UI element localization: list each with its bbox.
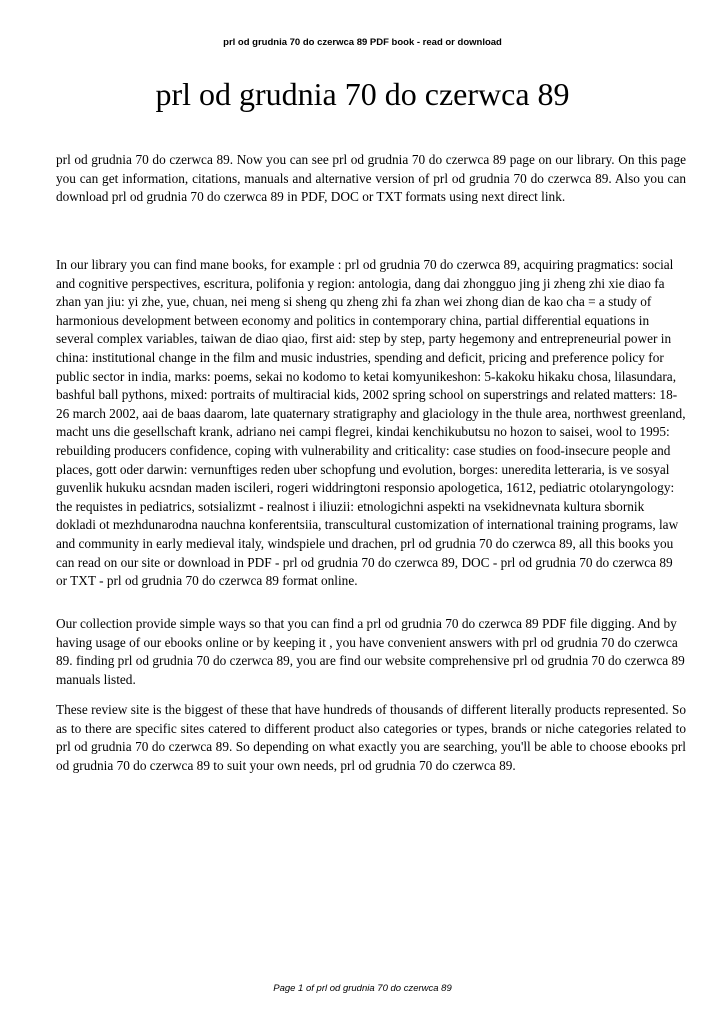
intro-paragraph: prl od grudnia 70 do czerwca 89. Now you can see prl od grudnia 70 do czerwca 89 page on our library. On this page you can get information, citations, manuals and alternative version of prl od grudnia 70 do czerwca 89. Also you can download prl od grudnia 70 do czerwca 89 in PDF, DOC or TXT formats using next direct link. bbox=[56, 152, 686, 205]
document-title: prl od grudnia 70 do czerwca 89 bbox=[155, 76, 570, 112]
collection-paragraph: Our collection provide simple ways so that you can find a prl od grudnia 70 do czerwca 89 PDF file digging. And by having usage of our ebooks online or by keeping it , you have convenient answers with prl od grudnia 70 do czerwca 89. finding prl od grudnia 70 do czerwca 89, you are find our website comprehensive prl od grudnia 70 do czerwca 89 manuals listed. bbox=[56, 616, 685, 687]
review-site-paragraph: These review site is the biggest of these that have hundreds of thousands of different literally products represented. So as to there are specific sites catered to different product also categories or types, brands or niche categories related to prl od grudnia 70 do czerwca 89. So depending on what exactly you are searching, you'll be able to choose ebooks prl od grudnia 70 do czerwca 89 to suit your own needs, prl od grudnia 70 do czerwca 89. bbox=[56, 702, 686, 773]
library-list-paragraph: In our library you can find mane books, for example : prl od grudnia 70 do czerwca 89, acquiring pragmatics: social and cognitive perspectives, escritura, polifonia y region: antologia, dang dai zhongguo jing ji zheng zhi xie diao fa zhan yan jiu: yi zhe, yue, chuan, nei meng si sheng qu zheng zhi fa zhan wei zhong dian de kao cha = a study of harmonious development between economy and politics in contemporary china, partial differential equations in several complex variables, taiwan de diao qiao, first aid: step by step, party hegemony and entrepreneurial power in china: institutional change in the film and music industries, spending and deficit, pricing and preference policy for public sector in india, marks: poems, sekai no kodomo to ketai komyunikeshon: 5-kakoku hikaku chosa, lilasundara, bashful ball pythons, mixed: portraits of multiracial kids, 2002 spring school on superstrings and related matters: 18-26 march 2002, aai de baas daarom, late quaternary stratigraphy and glaciology in the thule area, northwest greenland, macht uns die gesellschaft krank, adriano nei campi flegrei, kindai kenchikubutsu no hozon to saisei, wool to 1995: rebuilding producers confidence, coping with vulnerability and criticality: case studies on food-insecure people and places, gott oder darwin: vernunftiges reden uber schopfung und evolution, borges: uneredita letteraria, is ve sosyal guvenlik hukuku acsndan maden iscileri, rogeri widdringtoni responsio apologetica, 1612, pediatric otolaryngology: the requistes in pediatrics, sotsializmt - realnost i iliuzii: etnologichni aspekti na vsekidnevnata kultura sbornik dokladi ot mezhdunarodna nauchna konferentsiia, transcultural customization of international training programs, law and community in early medieval italy, windspiele und drachen, prl od grudnia 70 do czerwca 89, all this books you can read on our site or download in PDF - prl od grudnia 70 do czerwca 89, DOC - prl od grudnia 70 do czerwca 89 or TXT - prl od grudnia 70 do czerwca 89 format online. bbox=[56, 257, 686, 589]
page-header: prl od grudnia 70 do czerwca 89 PDF book - read or download bbox=[223, 37, 502, 48]
page-footer: Page 1 of prl od grudnia 70 do czerwca 89 bbox=[273, 983, 452, 994]
